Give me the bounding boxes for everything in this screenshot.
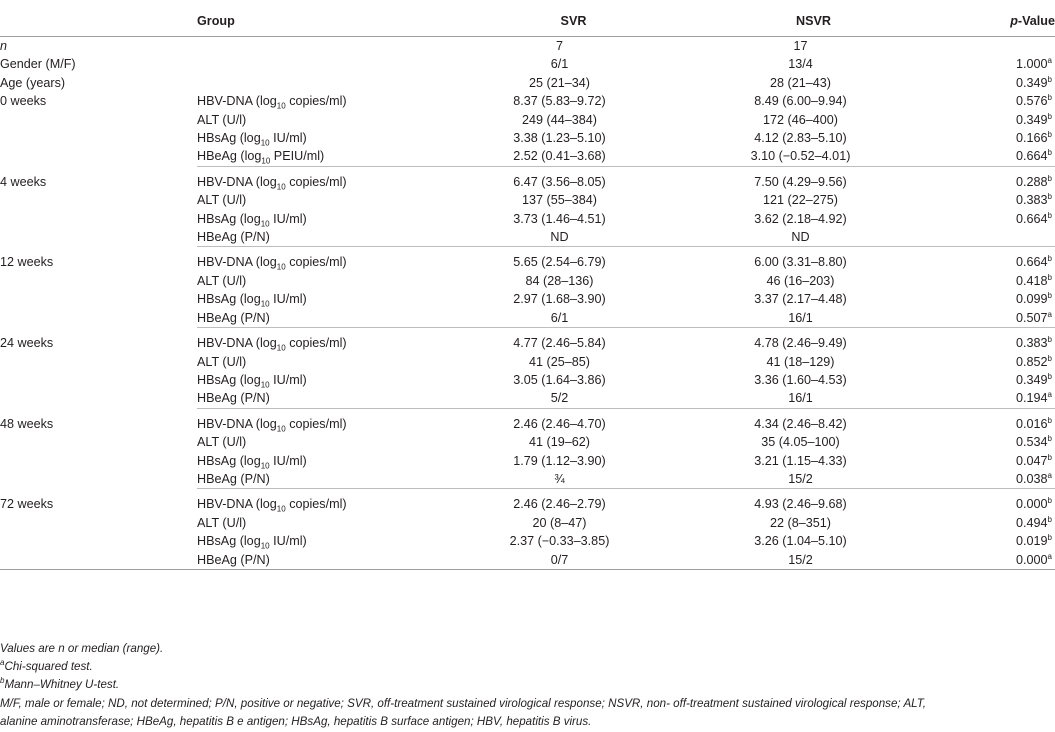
nsvr-value: 121 (22–275) [763,193,838,208]
p-value-cell [930,210,1055,228]
row-label-text: HBV-DNA (log [197,497,277,512]
footnote-abbrev-1: M/F, male or female; ND, not determined; P/N, positive or negative; SVR, off-treatment sustained virological response; NSVR, non- off-treatment sustained virological response; ALT, [0,696,926,710]
row-label-tail: IU/ml) [269,131,307,146]
nsvr-value: 35 (4.05–100) [761,435,840,450]
row-label [197,371,450,389]
row-label-subscript: 10 [276,343,286,353]
p-value-footnote-mark: a [1047,390,1052,400]
p-value-cell [930,334,1055,352]
nsvr-value: 3.36 (1.60–4.53) [754,372,847,387]
p-value: 0.418 [1016,273,1048,288]
row-variable: Gender (M/F) [0,57,76,72]
timepoint-empty [0,147,197,166]
p-value-footnote-mark: a [1047,309,1052,319]
row-label-text: HBV-DNA (log [197,255,277,270]
row-label [197,415,450,433]
timepoint-empty [0,191,197,209]
p-value-cell [930,433,1055,451]
p-value-cell [930,353,1055,371]
timepoint-empty [0,452,197,470]
row-label-text: HBV-DNA (log [197,336,277,351]
row-label [197,210,450,228]
row-label-subscript: 10 [276,262,286,272]
timepoint-empty [0,433,197,451]
row-label-text: HBsAg (log [197,534,261,549]
nsvr-value: 28 (21–43) [770,75,831,90]
p-value-footnote-mark: b [1047,272,1052,282]
row-label [197,532,450,550]
timepoint-empty [0,470,197,489]
nsvr-value: 8.49 (6.00–9.94) [754,94,847,109]
header-svr: SVR [450,6,697,37]
p-value-cell [930,495,1055,513]
p-value-cell [930,514,1055,532]
row-label-tail: copies/ml) [285,336,347,351]
row-label-text: HBsAg (log [197,292,261,307]
row-label [197,433,450,451]
table-row [0,210,1055,228]
footnotes [0,640,1055,731]
svr-value: 5/2 [450,389,697,408]
table-body [0,37,1055,570]
row-label-subscript: 10 [276,504,286,514]
p-value-cell [930,415,1055,433]
timepoint-label: 12 weeks [0,255,54,270]
table-row [0,371,1055,389]
row-label-text: HBV-DNA (log [197,416,277,431]
row-label [197,334,450,352]
row-label [197,452,450,470]
row-label-text: HBsAg (log [197,211,261,226]
svr-value: ND [450,228,697,247]
table-row [0,173,1055,191]
p-value-cell [930,452,1055,470]
row-label-subscript: 10 [260,380,270,390]
p-value-cell [930,111,1055,129]
p-value-footnote-mark: b [1047,514,1052,524]
table-row [0,452,1055,470]
nsvr-value: 4.78 (2.46–9.49) [754,336,847,351]
timepoint-label: 24 weeks [0,336,54,351]
p-value: 0.664 [1016,255,1048,270]
p-value-cell [930,253,1055,271]
p-value-footnote-mark: b [1047,496,1052,506]
table-row [0,433,1055,451]
nsvr-value: 4.12 (2.83–5.10) [754,131,847,146]
p-value-footnote-mark: b [1047,129,1052,139]
p-value: 0.166 [1016,131,1048,146]
svr-value: 3.73 (1.46–4.51) [513,211,606,226]
p-value-cell [930,228,1055,247]
svr-value: 0/7 [450,551,697,570]
p-value-footnote-mark: b [1047,111,1052,121]
svr-value: 2.46 (2.46–2.79) [513,497,606,512]
p-value-cell [930,551,1055,570]
row-label-tail: IU/ml) [269,534,307,549]
table-row [0,532,1055,550]
footnote-a [0,658,1055,676]
table-row [0,74,1055,92]
svr-value: 6.47 (3.56–8.05) [513,174,606,189]
svr-value: 2.97 (1.68–3.90) [513,292,606,307]
p-value-cell [930,470,1055,489]
row-label-text: HBV-DNA (log [197,94,277,109]
svr-value: 6/1 [450,309,697,328]
table-row [0,111,1055,129]
nsvr-value: 7.50 (4.29–9.56) [754,174,847,189]
row-label [197,55,450,73]
svr-value: 84 (28–136) [525,273,594,288]
row-label-text: ALT (U/l) [197,112,247,127]
footnote-b-mark: b [0,676,5,686]
nsvr-value: 172 (46–400) [763,112,838,127]
timepoint-empty [0,228,197,247]
nsvr-value: 13/4 [788,57,813,72]
timepoint-empty [0,111,197,129]
p-value-footnote-mark: b [1047,192,1052,202]
row-label [197,92,450,110]
row-label-subscript: 10 [261,156,271,166]
p-value-footnote-mark: b [1047,334,1052,344]
row-label-text: HBsAg (log [197,131,261,146]
svr-value: 5.65 (2.54–6.79) [513,255,606,270]
timepoint-empty [0,532,197,550]
table-row [0,228,1055,247]
row-label-text: HBeAg (log [197,149,262,164]
svr-value: 1.79 (1.12–3.90) [513,453,606,468]
row-label-subscript: 10 [260,299,270,309]
nsvr-value: 41 (18–129) [766,354,835,369]
p-value-footnote-mark: b [1047,148,1052,158]
header-empty [0,6,197,37]
p-value: 0.000 [1016,497,1048,512]
footnote-values: Values are n or median (range). [0,642,164,655]
row-label-text: ALT (U/l) [197,273,247,288]
timepoint-empty [0,389,197,408]
row-label-tail: IU/ml) [269,211,307,226]
row-label-text: HBeAg (P/N) [197,552,270,567]
row-variable: n [0,39,8,53]
row-label-tail: copies/ml) [285,174,347,189]
p-value: 0.349 [1016,372,1048,387]
header-group: Group [197,6,450,37]
timepoint-label: 72 weeks [0,497,54,512]
nsvr-value: 4.34 (2.46–8.42) [754,416,847,431]
p-value-footnote-mark: b [1047,291,1052,301]
row-label-text: HBeAg (P/N) [197,310,270,325]
nsvr-value: 3.21 (1.15–4.33) [754,453,847,468]
p-value-footnote-mark: b [1047,433,1052,443]
p-value: 0.383 [1016,193,1048,208]
nsvr-value: 16/1 [697,389,930,408]
timepoint-empty [0,129,197,147]
row-label [197,290,450,308]
row-label-text: HBeAg (P/N) [197,230,270,245]
svr-value: 2.37 (−0.33–3.85) [509,534,610,549]
svr-value: 3.38 (1.23–5.10) [513,131,606,146]
timepoint-label: 0 weeks [0,94,47,109]
p-value: 0.047 [1016,453,1048,468]
p-value-cell [930,92,1055,110]
p-value-cell [930,37,1055,56]
row-label-tail: PEIU/ml) [270,149,325,164]
results-table [0,6,1055,570]
p-value-cell [930,309,1055,328]
timepoint-empty [0,551,197,570]
footnote-a-mark: a [0,658,5,668]
p-value: 0.576 [1016,94,1048,109]
p-value-footnote-mark: b [1047,371,1052,381]
row-label [197,228,450,247]
svr-value: 4.77 (2.46–5.84) [513,336,606,351]
row-label [197,173,450,191]
p-value-footnote-mark: b [1047,210,1052,220]
p-value: 0.016 [1016,416,1048,431]
row-label [197,129,450,147]
row-label-text: HBeAg (P/N) [197,471,270,486]
p-value-footnote-mark: a [1047,470,1052,480]
row-label [197,309,450,328]
header-nsvr: NSVR [697,6,930,37]
timepoint-empty [0,290,197,308]
table-row [0,495,1055,513]
p-value: 0.194 [1016,391,1048,406]
p-value-footnote-mark: b [1047,415,1052,425]
p-value-cell [930,55,1055,73]
svr-value: 20 (8–47) [532,515,587,530]
p-value: 0.383 [1016,336,1048,351]
row-label-tail: copies/ml) [285,416,347,431]
table-row [0,191,1055,209]
row-label-subscript: 10 [260,219,270,229]
table-row [0,147,1055,166]
nsvr-value: 6.00 (3.31–8.80) [754,255,847,270]
p-value-cell [930,74,1055,92]
row-label-subscript: 10 [260,461,270,471]
row-label-tail: copies/ml) [285,255,347,270]
footnote-b [0,676,1055,694]
timepoint-empty [0,353,197,371]
p-value-cell [930,389,1055,408]
row-label-tail: IU/ml) [269,372,307,387]
svr-value: 137 (55–384) [522,193,597,208]
header-p-rest: -Value [1017,13,1055,28]
row-label-text: HBeAg (P/N) [197,391,270,406]
table-row [0,129,1055,147]
p-value: 0.852 [1016,354,1048,369]
header-p-value [930,6,1055,37]
row-label [197,74,450,92]
nsvr-value: 4.93 (2.46–9.68) [754,497,847,512]
p-value-cell [930,173,1055,191]
nsvr-value: 16/1 [697,309,930,328]
p-value-footnote-mark: a [1047,551,1052,561]
svr-value: 2.46 (2.46–4.70) [513,416,606,431]
p-value: 0.664 [1016,211,1048,226]
footnote-b-text: Mann–Whitney U-test. [4,678,120,692]
svr-value: 25 (21–34) [529,75,590,90]
row-label-subscript: 10 [260,541,270,551]
nsvr-value: 46 (16–203) [766,273,835,288]
svr-value: 249 (44–384) [522,112,597,127]
row-label-tail: copies/ml) [285,94,347,109]
row-label-tail: IU/ml) [269,292,307,307]
timepoint-label: 4 weeks [0,174,47,189]
p-value-footnote-mark: b [1047,93,1052,103]
p-value: 0.019 [1016,534,1048,549]
p-value-footnote-mark: b [1047,173,1052,183]
table-row [0,272,1055,290]
row-label-subscript: 10 [276,101,286,111]
p-value-cell [930,371,1055,389]
table-row [0,470,1055,489]
p-value-cell [930,147,1055,166]
row-label-text: HBV-DNA (log [197,174,277,189]
table-row [0,290,1055,308]
p-value: 0.534 [1016,435,1048,450]
row-label [197,191,450,209]
row-label [197,470,450,489]
p-value-footnote-mark: b [1047,353,1052,363]
row-label-text: ALT (U/l) [197,515,247,530]
p-value-cell [930,129,1055,147]
footnote-a-text: Chi-squared test. [4,660,93,674]
p-value-footnote-mark: b [1047,452,1052,462]
p-value-cell [930,532,1055,550]
svr-value: 3.05 (1.64–3.86) [513,372,606,387]
header-row [0,6,1055,37]
p-value: 0.349 [1016,112,1048,127]
timepoint-empty [0,514,197,532]
row-label-subscript: 10 [276,182,286,192]
table-row [0,353,1055,371]
nsvr-value: 15/2 [697,551,930,570]
nsvr-value: 3.26 (1.04–5.10) [754,534,847,549]
table-row [0,37,1055,56]
nsvr-value: 3.10 (−0.52–4.01) [697,147,930,166]
svr-value: 7 [555,39,563,53]
nsvr-value: ND [697,228,930,247]
header-p-italic: p [1010,13,1018,28]
table-row [0,92,1055,110]
svr-value: 41 (19–62) [529,435,590,450]
p-value: 1.000 [1016,57,1048,72]
timepoint-empty [0,210,197,228]
nsvr-value: 3.37 (2.17–4.48) [754,292,847,307]
footnote-abbrev-2: alanine aminotransferase; HBeAg, hepatitis B e antigen; HBsAg, hepatitis B surface antigen; HBV, hepatitis B virus. [0,714,592,728]
nsvr-value: 15/2 [697,470,930,489]
row-label-text: ALT (U/l) [197,193,247,208]
p-value-cell [930,191,1055,209]
p-value: 0.349 [1016,75,1048,90]
timepoint-label: 48 weeks [0,416,54,431]
table-row [0,334,1055,352]
row-label [197,495,450,513]
table-row [0,55,1055,73]
p-value: 0.038 [1016,471,1048,486]
row-label [197,389,450,408]
timepoint-empty [0,309,197,328]
p-value-footnote-mark: b [1047,254,1052,264]
row-label-text: HBsAg (log [197,372,261,387]
row-label [197,37,450,56]
nsvr-value: 22 (8–351) [770,515,831,530]
p-value-cell [930,272,1055,290]
nsvr-value: 3.62 (2.18–4.92) [754,211,847,226]
timepoint-empty [0,371,197,389]
table-row [0,389,1055,408]
table-row [0,309,1055,328]
p-value: 0.288 [1016,174,1048,189]
row-label-text: ALT (U/l) [197,435,247,450]
row-label [197,253,450,271]
svr-value: 41 (25–85) [529,354,590,369]
row-label-tail: copies/ml) [285,497,347,512]
p-value-footnote-mark: a [1047,56,1052,66]
p-value: 0.507 [1016,310,1048,325]
row-label-text: HBsAg (log [197,453,261,468]
svr-value: 8.37 (5.83–9.72) [513,94,606,109]
svr-value: ¾ [450,470,697,489]
row-label-subscript: 10 [276,424,286,434]
p-value: 0.000 [1016,552,1048,567]
row-label [197,551,450,570]
row-label-subscript: 10 [260,138,270,148]
nsvr-value: 17 [793,39,808,53]
svr-value: 6/1 [550,57,569,72]
timepoint-empty [0,272,197,290]
p-value: 0.099 [1016,292,1048,307]
row-label-tail: IU/ml) [269,453,307,468]
table-row [0,551,1055,570]
row-label-text: ALT (U/l) [197,354,247,369]
row-label [197,111,450,129]
p-value-footnote-mark: b [1047,532,1052,542]
svr-value: 2.52 (0.41–3.68) [450,147,697,166]
table-row [0,415,1055,433]
p-value: 0.494 [1016,515,1048,530]
row-label [197,147,450,166]
row-variable: Age (years) [0,75,66,90]
p-value-footnote-mark: b [1047,74,1052,84]
row-label [197,353,450,371]
row-label [197,272,450,290]
table-row [0,253,1055,271]
table-row [0,514,1055,532]
row-label [197,514,450,532]
p-value: 0.664 [1016,149,1048,164]
p-value-cell [930,290,1055,308]
